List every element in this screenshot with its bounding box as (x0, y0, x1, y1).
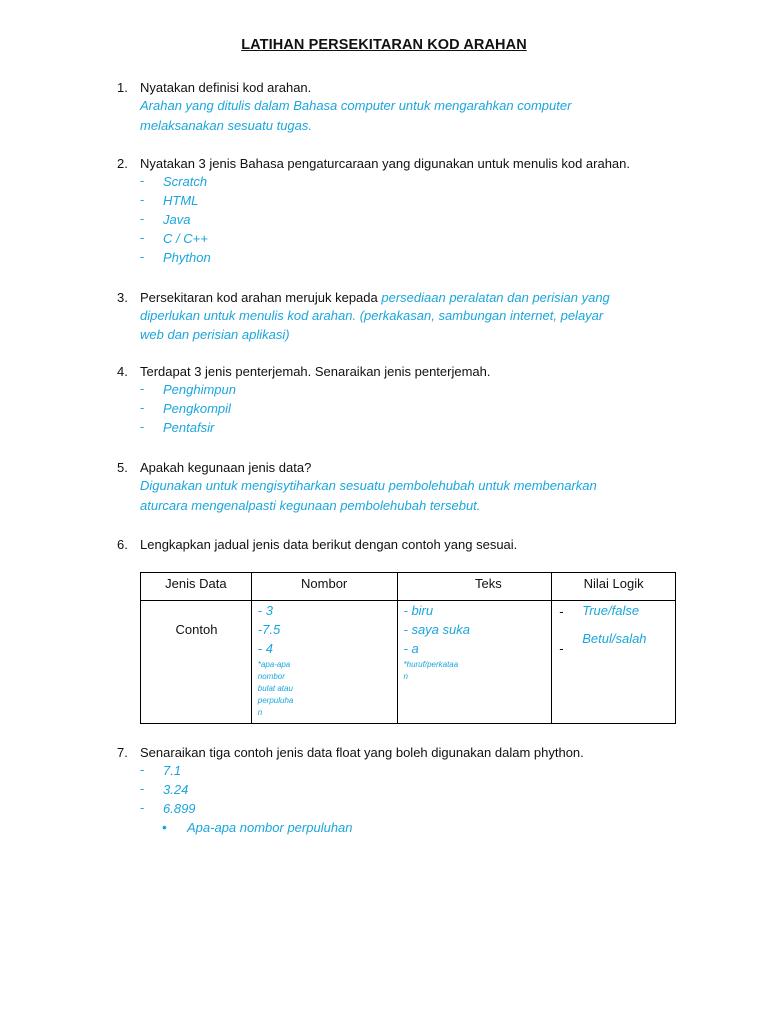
list-item: C / C++ (163, 231, 208, 246)
question-number: 7. (117, 745, 128, 760)
page-title: LATIHAN PERSEKITARAN KOD ARAHAN (241, 37, 527, 53)
dash-marker: - (140, 211, 145, 226)
cell-value: - 3 (257, 603, 273, 618)
table-header: Nilai Logik (552, 573, 676, 601)
answer-inline: persediaan peralatan dan perisian yang (381, 290, 610, 305)
dash-marker: - (140, 192, 145, 207)
table-header: Teks (397, 573, 552, 601)
cell-value: - 4 (257, 641, 273, 656)
question-text-prefix: Persekitaran kod arahan merujuk kepada (140, 290, 378, 305)
question-number: 1. (117, 80, 128, 95)
cell-value: - a (403, 641, 419, 656)
list-item: HTML (163, 193, 199, 208)
table-cell (552, 601, 676, 724)
dash-marker: - (140, 781, 145, 796)
question-number: 2. (117, 156, 128, 171)
list-item: 7.1 (163, 763, 182, 778)
question-number: 6. (117, 537, 128, 552)
data-type-table (140, 572, 676, 724)
dash-marker: - (140, 762, 145, 777)
list-item: Java (163, 212, 191, 227)
list-item: Apa-apa nombor perpuluhan (187, 820, 353, 835)
note-line: *huruf/perkataa (403, 660, 459, 669)
question-number: 5. (117, 460, 128, 475)
cell-note (404, 659, 459, 683)
cell-value: -7.5 (257, 622, 281, 637)
list-item: 6.899 (163, 801, 196, 816)
question-text: Apakah kegunaan jenis data? (140, 460, 312, 475)
table-cell (251, 601, 397, 724)
question-number: 3. (117, 290, 128, 305)
question-text (140, 288, 610, 307)
table-cell (397, 601, 552, 724)
dash-marker: - (140, 400, 145, 415)
question-text: Nyatakan definisi kod arahan. (140, 80, 312, 95)
question-text: Terdapat 3 jenis penterjemah. Senaraikan jenis penterjemah. (140, 364, 491, 379)
dash-marker: - (559, 641, 564, 656)
dash-marker: - (140, 381, 145, 396)
note-line: perpuluha (257, 696, 294, 705)
answer-line: Digunakan untuk mengisytiharkan sesuatu pembolehubah untuk membenarkan (140, 478, 597, 493)
answer-line: Arahan yang ditulis dalam Bahasa computer untuk mengarahkan computer (140, 98, 572, 113)
dash-marker: - (559, 604, 564, 619)
answer-line: aturcara mengenalpasti kegunaan pembolehubah tersebut. (140, 498, 481, 513)
table-cell (141, 601, 252, 724)
dash-marker: - (140, 800, 145, 815)
dash-marker: - (140, 249, 145, 264)
row-label: Contoh (175, 622, 218, 637)
table-header-row (141, 573, 676, 601)
list-item: Pengkompil (163, 401, 231, 416)
question-text: Nyatakan 3 jenis Bahasa pengaturcaraan yang digunakan untuk menulis kod arahan. (140, 156, 631, 171)
list-item: 3.24 (163, 782, 189, 797)
note-line: *apa-apa (257, 660, 291, 669)
list-item: Penghimpun (163, 382, 236, 397)
dash-marker: - (140, 173, 145, 188)
cell-value: - biru (403, 603, 434, 618)
cell-note (258, 659, 294, 719)
table-header: Jenis Data (141, 573, 252, 601)
list-item: Scratch (163, 174, 208, 189)
cell-value: - saya suka (403, 622, 470, 637)
question-number: 4. (117, 364, 128, 379)
note-line: n (403, 672, 408, 681)
note-line: n (257, 708, 263, 717)
dash-marker: - (140, 230, 145, 245)
note-line: bulat atau (257, 684, 293, 693)
cell-value: Betul/salah (582, 631, 647, 646)
list-item: Phython (163, 250, 211, 265)
cell-value: True/false (582, 603, 640, 618)
answer-line: diperlukan untuk menulis kod arahan. (perkakasan, sambungan internet, pelayar (140, 308, 604, 323)
answer-line: melaksanakan sesuatu tugas. (140, 118, 312, 133)
table-header: Nombor (251, 573, 397, 601)
answer-line: web dan perisian aplikasi) (140, 327, 290, 342)
table-row (141, 601, 676, 724)
note-line: nombor (257, 672, 285, 681)
list-item: Pentafsir (163, 420, 215, 435)
dash-marker: - (140, 419, 145, 434)
question-text: Senaraikan tiga contoh jenis data float yang boleh digunakan dalam phython. (140, 745, 584, 760)
question-text: Lengkapkan jadual jenis data berikut dengan contoh yang sesuai. (140, 537, 518, 552)
bullet-marker: • (162, 819, 167, 835)
